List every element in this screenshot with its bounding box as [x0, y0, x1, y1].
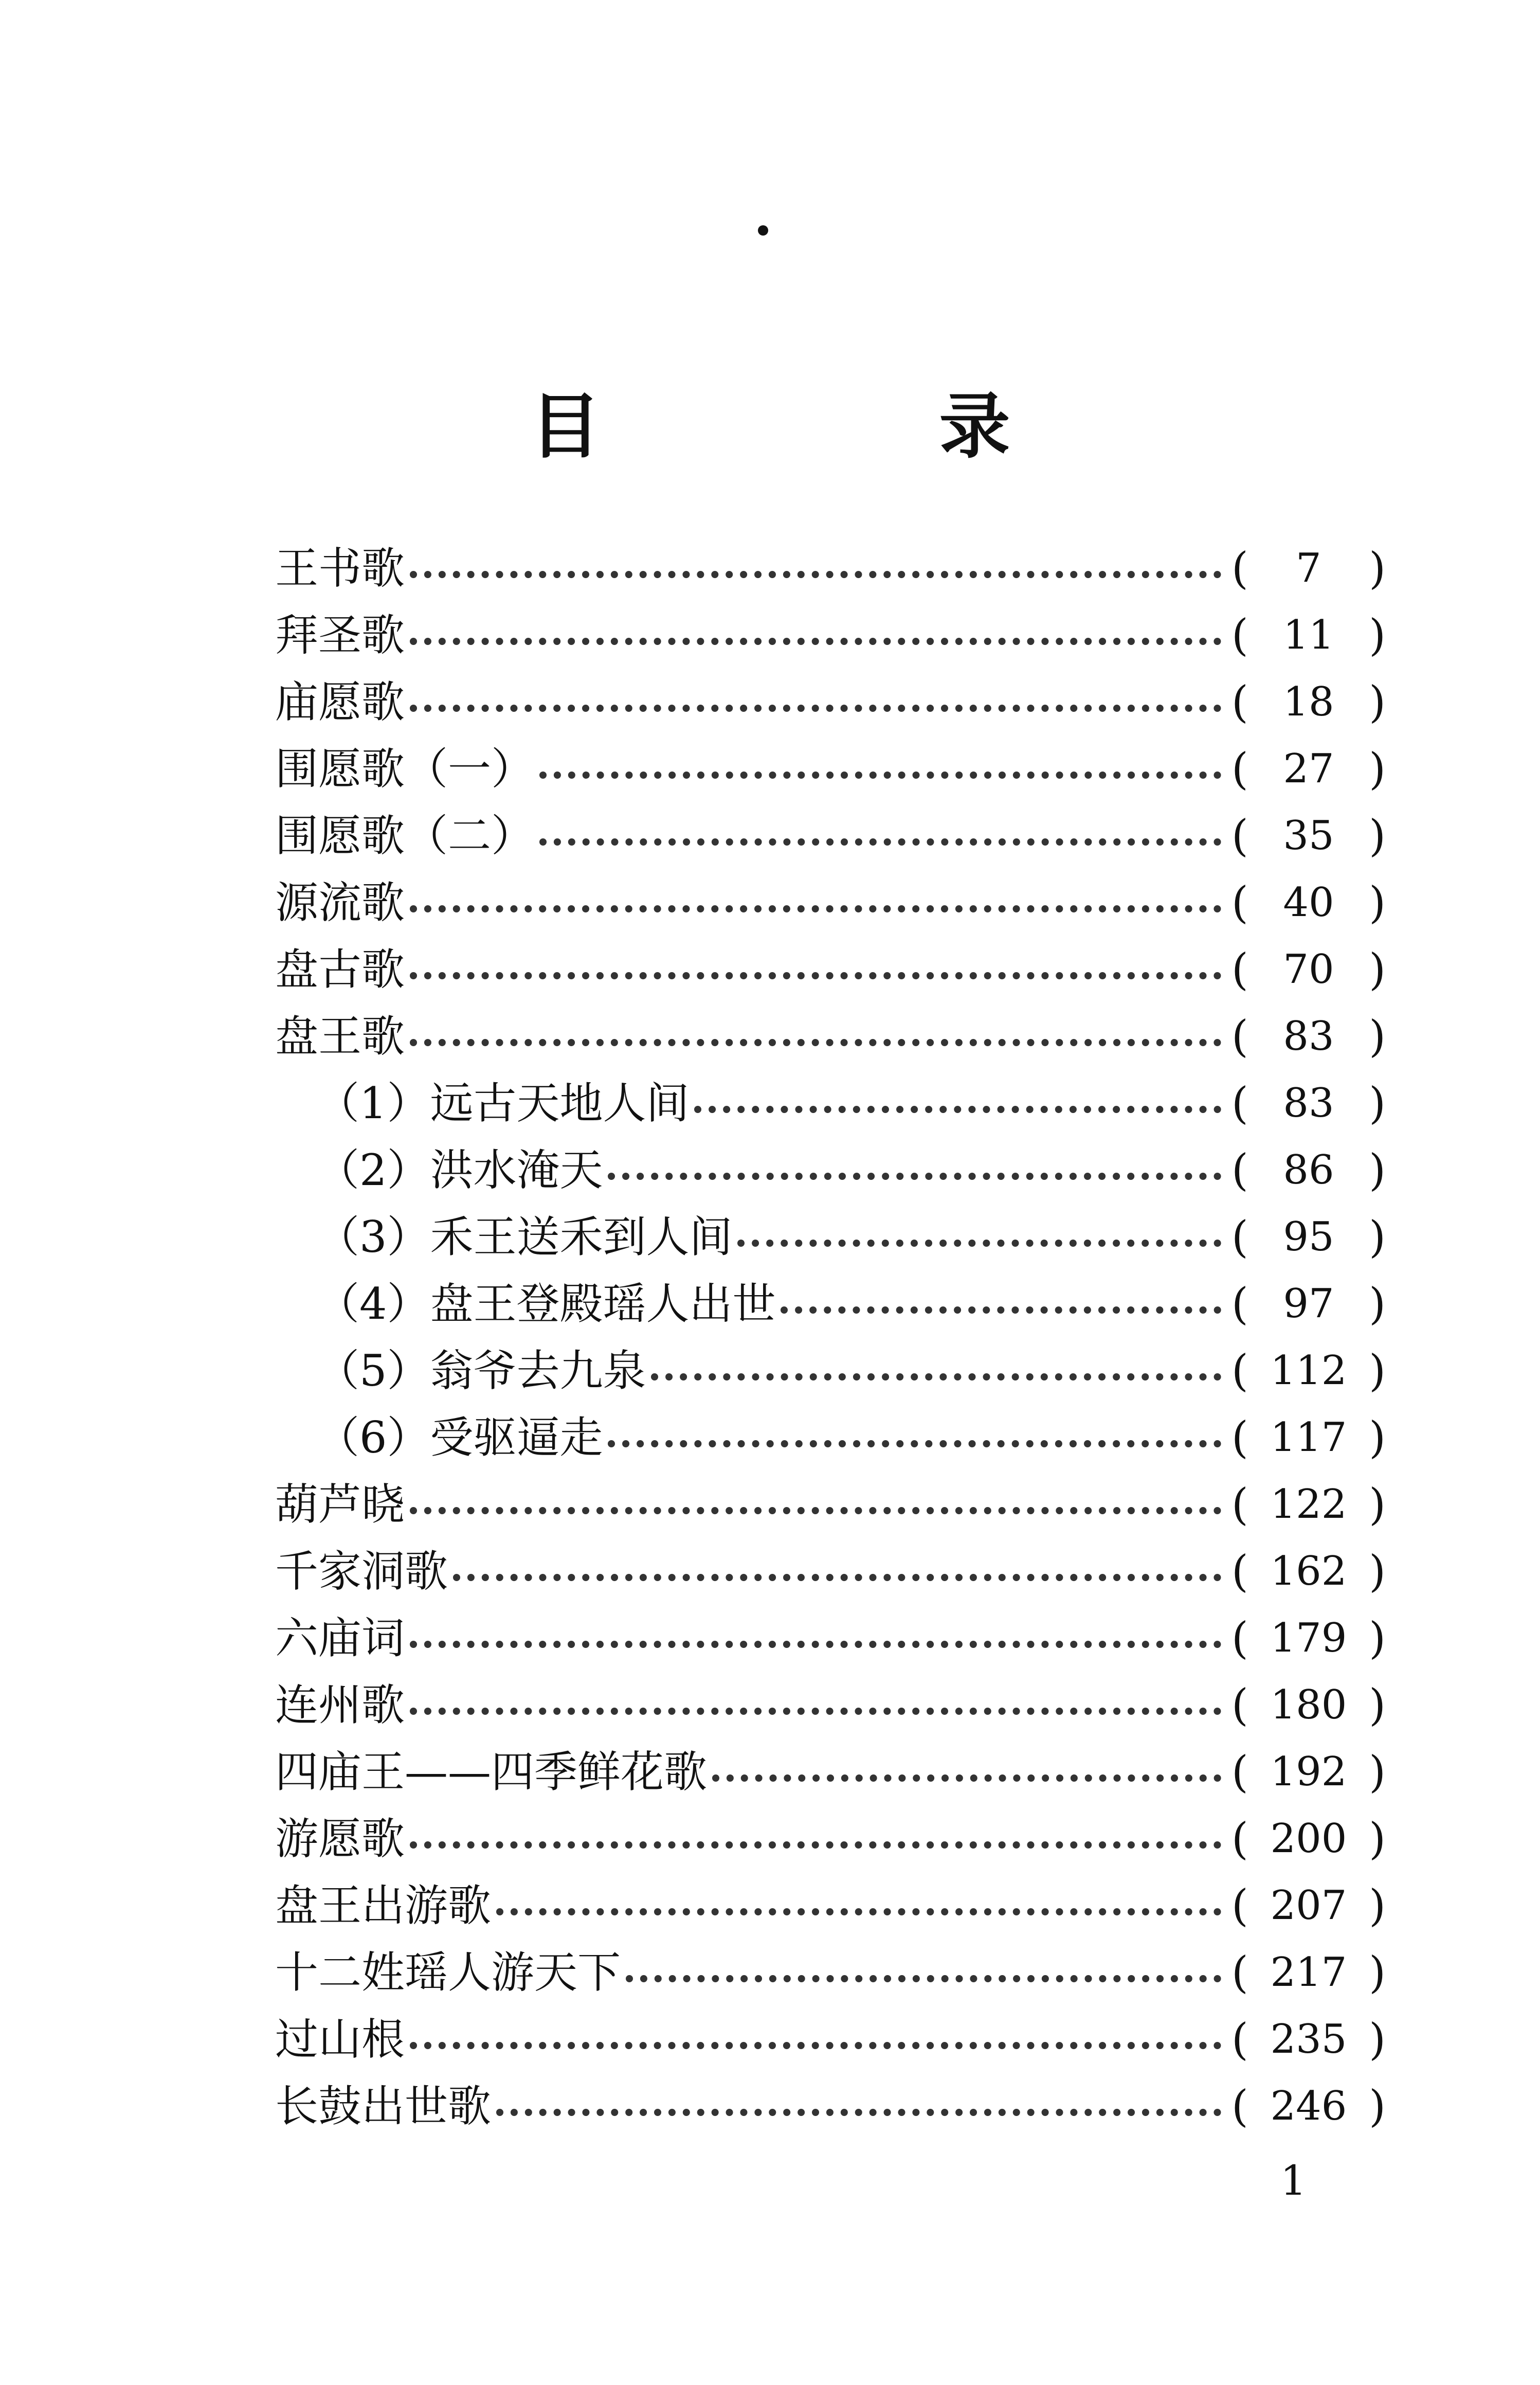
toc-page-number: 18 [1283, 679, 1334, 725]
toc-entry-label: 围愿歌（二） [275, 811, 535, 861]
toc-entry-label: 十二姓瑶人游天下 [275, 1947, 621, 1998]
toc-page-ref [1231, 1613, 1386, 1663]
toc-page-number: 27 [1283, 746, 1334, 792]
toc-page-ref [1231, 1546, 1386, 1597]
dot-leader [781, 1306, 1221, 1314]
dot-leader [410, 571, 1221, 578]
dot-leader [608, 1440, 1221, 1447]
toc-page-ref [1231, 1947, 1386, 1998]
dot-leader [496, 2109, 1221, 2116]
dot-leader [410, 638, 1221, 645]
toc-entry-label: 过山根 [275, 2014, 405, 2065]
toc-entry [275, 1270, 1386, 1337]
toc-entry-label: 庙愿歌 [275, 677, 405, 727]
toc-entry [275, 1805, 1386, 1872]
close-paren: ) [1369, 1279, 1386, 1329]
dot-leader [453, 1574, 1221, 1581]
toc-page-number: 180 [1270, 1682, 1347, 1728]
toc-entry [275, 535, 1386, 602]
open-paren: ( [1231, 610, 1248, 660]
toc-page-ref [1231, 1479, 1386, 1530]
toc-page-number: 7 [1296, 545, 1321, 591]
close-paren: ) [1369, 677, 1386, 727]
toc-page-ref [1231, 1814, 1386, 1864]
toc-page-ref [1231, 1412, 1386, 1463]
toc-entry [275, 1003, 1386, 1070]
toc-entry-label: 四庙王——四季鲜花歌 [275, 1747, 708, 1797]
toc-entry-label: （1）远古天地人间 [316, 1078, 690, 1128]
toc-page-ref [1231, 944, 1386, 995]
open-paren: ( [1231, 1145, 1248, 1195]
dot-leader [410, 2042, 1221, 2049]
toc-entry [275, 1939, 1386, 2006]
toc-page-number: 40 [1283, 880, 1334, 926]
close-paren: ) [1369, 944, 1386, 995]
open-paren: ( [1231, 1479, 1248, 1530]
toc-entry-label: （3）禾王送禾到人间 [316, 1212, 733, 1262]
toc-page-ref [1231, 2014, 1386, 2065]
toc-entry-label: 葫芦晓 [275, 1479, 405, 1530]
dot-leader [410, 1841, 1221, 1849]
close-paren: ) [1369, 877, 1386, 928]
close-paren: ) [1369, 1613, 1386, 1663]
toc-page-ref [1231, 1011, 1386, 1062]
open-paren: ( [1231, 1546, 1248, 1597]
toc-entry [275, 1404, 1386, 1471]
toc-entry [275, 602, 1386, 669]
open-paren: ( [1231, 1880, 1248, 1931]
toc-entry-label: 千家洞歌 [275, 1546, 448, 1597]
close-paren: ) [1369, 2014, 1386, 2065]
open-paren: ( [1231, 1412, 1248, 1463]
close-paren: ) [1369, 1078, 1386, 1128]
toc-page-ref [1231, 543, 1386, 594]
toc-entry [275, 1738, 1386, 1805]
toc-page-ref [1231, 2081, 1386, 2131]
close-paren: ) [1369, 1814, 1386, 1864]
dot-leader [410, 905, 1221, 912]
open-paren: ( [1231, 677, 1248, 727]
close-paren: ) [1369, 2081, 1386, 2131]
toc-page-number: 162 [1270, 1548, 1347, 1594]
dot-leader [410, 1507, 1221, 1514]
toc-page-ref [1231, 1747, 1386, 1797]
toc-entry [275, 936, 1386, 1003]
toc-entry-label: 游愿歌 [275, 1814, 405, 1864]
toc-entry-label: 盘王出游歌 [275, 1880, 492, 1931]
dot-leader [694, 1106, 1221, 1113]
open-paren: ( [1231, 1078, 1248, 1128]
close-paren: ) [1369, 1346, 1386, 1396]
dot-leader [651, 1373, 1221, 1380]
toc-page-number: 35 [1283, 813, 1334, 859]
close-paren: ) [1369, 610, 1386, 660]
open-paren: ( [1231, 1212, 1248, 1262]
toc-entry-label: 连州歌 [275, 1680, 405, 1730]
toc-entry [275, 802, 1386, 869]
toc-page-number: 11 [1283, 612, 1334, 658]
toc-entry [275, 1471, 1386, 1538]
open-paren: ( [1231, 1947, 1248, 1998]
toc-page-ref [1231, 677, 1386, 727]
toc-page-ref [1231, 1880, 1386, 1931]
toc-page-ref [1231, 744, 1386, 794]
close-paren: ) [1369, 1947, 1386, 1998]
toc-entry-label: 长鼓出世歌 [275, 2081, 492, 2131]
toc-entry-label: 盘古歌 [275, 944, 405, 995]
toc-entry-label: 盘王歌 [275, 1011, 405, 1062]
toc-page-ref [1231, 1078, 1386, 1128]
toc-page-ref [1231, 1212, 1386, 1262]
toc-entry [275, 869, 1386, 936]
open-paren: ( [1231, 944, 1248, 995]
toc-entry [275, 1337, 1386, 1404]
toc-page-number: 235 [1270, 2016, 1347, 2063]
open-paren: ( [1231, 1814, 1248, 1864]
toc-page-number: 246 [1270, 2083, 1347, 2129]
close-paren: ) [1369, 1680, 1386, 1730]
toc-entry-label: （6）受驱逼走 [316, 1412, 603, 1463]
toc-entry [275, 1672, 1386, 1738]
toc-page-number: 95 [1283, 1214, 1334, 1260]
toc-page-number: 112 [1270, 1348, 1347, 1394]
toc-entry [275, 1204, 1386, 1270]
toc-entry-label: 围愿歌（一） [275, 744, 535, 794]
dot-leader [410, 972, 1221, 979]
toc-page-number: 179 [1270, 1615, 1347, 1661]
toc-page-number: 97 [1283, 1281, 1334, 1327]
toc-page-ref [1231, 610, 1386, 660]
decorative-dot [758, 225, 768, 236]
toc-entry-label: 六庙词 [275, 1613, 405, 1663]
toc-entry-label: （2）洪水淹天 [316, 1145, 603, 1195]
toc-page-ref [1231, 811, 1386, 861]
page-number: 1 [1280, 2157, 1307, 2204]
dot-leader [539, 772, 1221, 779]
toc-entry-label: （4）盘王登殿瑶人出世 [316, 1279, 776, 1329]
toc-page-number: 117 [1270, 1414, 1347, 1461]
toc-entry [275, 736, 1386, 802]
toc-entry [275, 1872, 1386, 1939]
dot-leader [539, 838, 1221, 846]
toc-page-number: 200 [1270, 1816, 1347, 1862]
open-paren: ( [1231, 2081, 1248, 2131]
dot-leader [410, 1641, 1221, 1648]
dot-leader [712, 1774, 1221, 1782]
close-paren: ) [1369, 1011, 1386, 1062]
toc-entry [275, 1070, 1386, 1137]
close-paren: ) [1369, 1880, 1386, 1931]
open-paren: ( [1231, 811, 1248, 861]
page-title: 目 录 [530, 384, 1144, 468]
toc-entry [275, 1605, 1386, 1672]
dot-leader [737, 1240, 1221, 1247]
dot-leader [410, 705, 1221, 712]
toc-page-number: 83 [1283, 1080, 1334, 1126]
open-paren: ( [1231, 1011, 1248, 1062]
toc-page-ref [1231, 1346, 1386, 1396]
dot-leader [410, 1708, 1221, 1715]
toc-entry [275, 1137, 1386, 1204]
open-paren: ( [1231, 1279, 1248, 1329]
close-paren: ) [1369, 1212, 1386, 1262]
close-paren: ) [1369, 1546, 1386, 1597]
toc-entry [275, 2006, 1386, 2073]
toc-page-number: 217 [1270, 1949, 1347, 1996]
open-paren: ( [1231, 543, 1248, 594]
toc-page-number: 70 [1283, 946, 1334, 993]
toc-entry-label: 源流歌 [275, 877, 405, 928]
toc-page-number: 207 [1270, 1882, 1347, 1929]
toc-entry-label: 拜圣歌 [275, 610, 405, 660]
toc-page-number: 192 [1270, 1749, 1347, 1795]
close-paren: ) [1369, 1145, 1386, 1195]
open-paren: ( [1231, 1680, 1248, 1730]
open-paren: ( [1231, 744, 1248, 794]
close-paren: ) [1369, 1479, 1386, 1530]
open-paren: ( [1231, 1346, 1248, 1396]
toc-entry-label: （5）翁爷去九泉 [316, 1346, 646, 1396]
open-paren: ( [1231, 877, 1248, 928]
toc-page-number: 83 [1283, 1013, 1334, 1060]
toc-page-ref [1231, 1279, 1386, 1329]
toc-page-ref [1231, 1680, 1386, 1730]
close-paren: ) [1369, 543, 1386, 594]
close-paren: ) [1369, 1747, 1386, 1797]
close-paren: ) [1369, 811, 1386, 861]
dot-leader [608, 1173, 1221, 1180]
toc-entry [275, 2073, 1386, 2140]
dot-leader [496, 1908, 1221, 1915]
close-paren: ) [1369, 1412, 1386, 1463]
open-paren: ( [1231, 1613, 1248, 1663]
toc-entry [275, 1538, 1386, 1605]
dot-leader [626, 1975, 1221, 1982]
toc-page-number: 86 [1283, 1147, 1334, 1193]
toc-entry [275, 669, 1386, 736]
open-paren: ( [1231, 2014, 1248, 2065]
dot-leader [410, 1039, 1221, 1046]
open-paren: ( [1231, 1747, 1248, 1797]
table-of-contents [275, 535, 1386, 2140]
toc-page-ref [1231, 1145, 1386, 1195]
close-paren: ) [1369, 744, 1386, 794]
toc-page-ref [1231, 877, 1386, 928]
toc-page-number: 122 [1270, 1481, 1347, 1528]
toc-entry-label: 王书歌 [275, 543, 405, 594]
